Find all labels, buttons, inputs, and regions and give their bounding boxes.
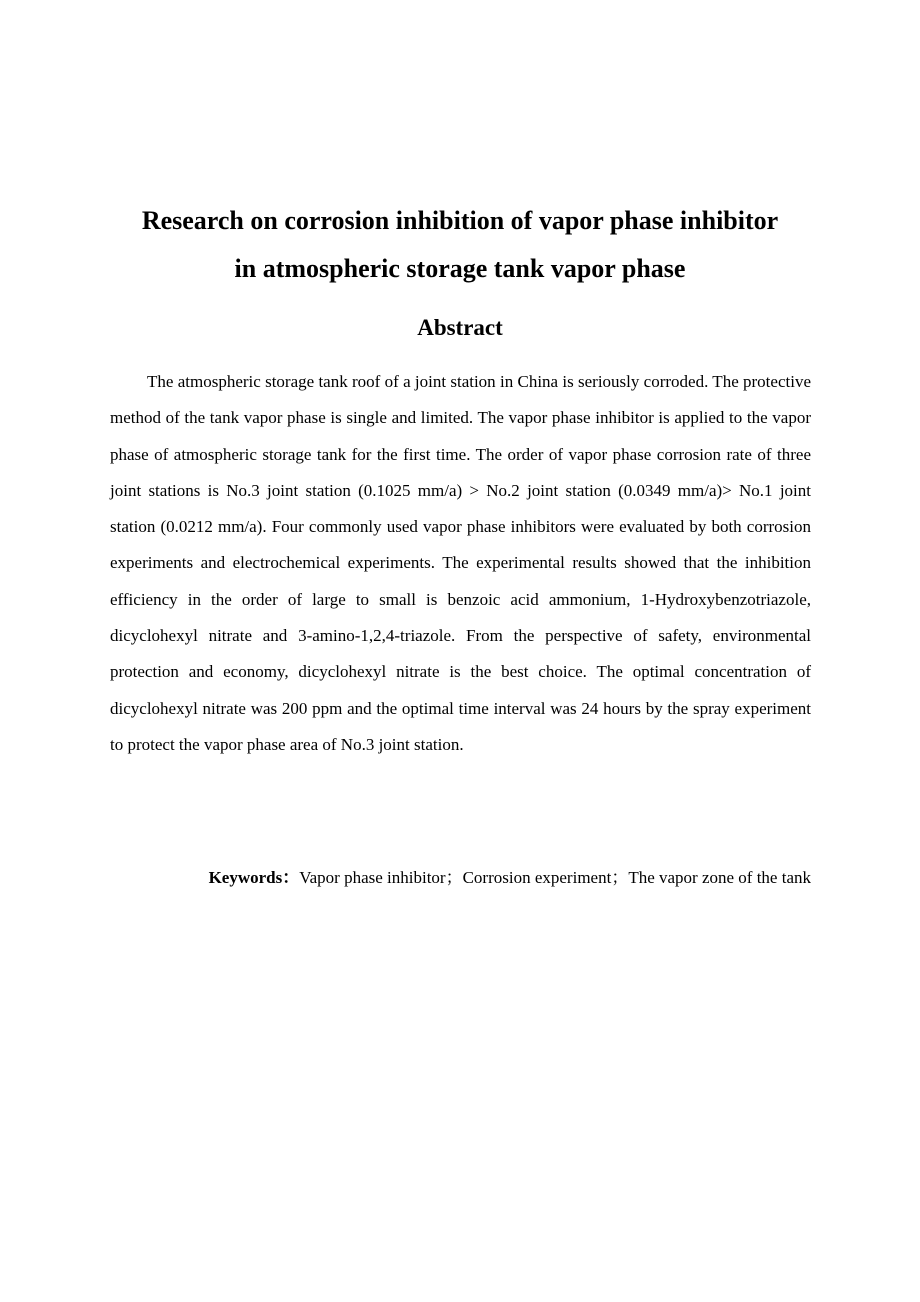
keyword-separator: ；: [445, 868, 463, 887]
keyword-separator: ；: [611, 868, 629, 887]
paper-title-line-2: in atmospheric storage tank vapor phase: [234, 254, 686, 283]
abstract-body: The atmospheric storage tank roof of a joint station in China is seriously corroded. The protective method of the tank vapor phase is single and limited. The vapor phase inhibitor is applied to the vapor phase of atmospheric storage tank for the first time. The order of vapor phase corrosion rate of three joint stations is No.3 joint station (0.1025 mm/a) > No.2 joint station (0.0349 mm/a)> No.1 joint station (0.0212 mm/a). Four commonly used vapor phase inhibitors were evaluated by both corrosion experiments and electrochemical experiments. The experimental results showed that the inhibition efficiency in the order of large to small is benzoic acid ammonium, 1-Hydroxybenzotriazole, dicyclohexyl nitrate and 3-amino-1,2,4-triazole. From the perspective of safety, environmental protection and economy, dicyclohexyl nitrate is the best choice. The optimal concentration of dicyclohexyl nitrate was 200 ppm and the optimal time interval was 24 hours by the spray experiment to protect the vapor phase area of No.3 joint station.: [110, 372, 811, 754]
paper-title-line-1: Research on corrosion inhibition of vapor phase inhibitor: [141, 206, 779, 235]
keyword-item: Corrosion experiment: [462, 868, 612, 887]
keywords-label: Keywords：: [208, 868, 300, 887]
abstract-heading: Abstract: [417, 315, 503, 340]
keyword-item: The vapor zone of the tank: [628, 868, 811, 887]
keyword-item: Vapor phase inhibitor: [299, 868, 446, 887]
paper-title: [60, 197, 860, 293]
keywords-line: [110, 862, 811, 894]
